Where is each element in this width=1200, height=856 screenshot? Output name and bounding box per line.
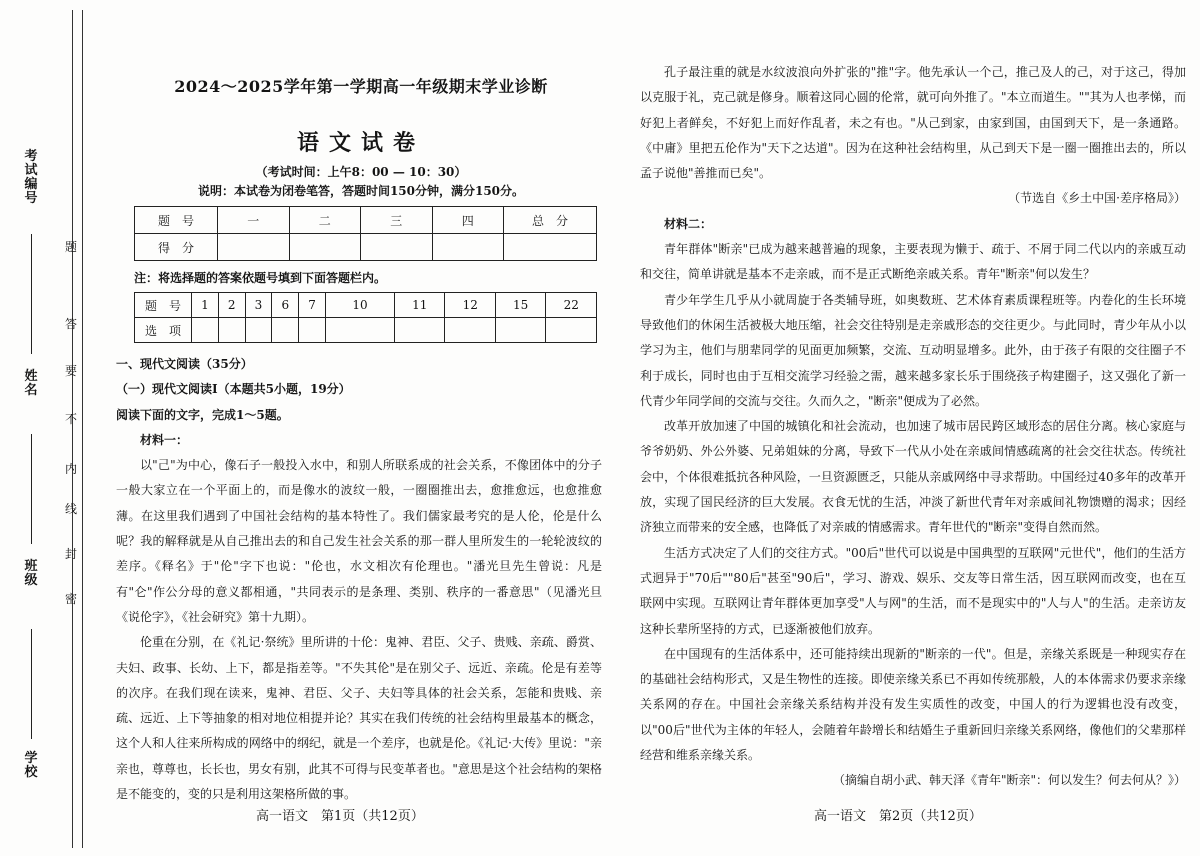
- paragraph: 孔子最注重的就是水纹波浪向外扩张的"推"字。他先承认一个己，推己及人的己，对于这己，得加以克服于礼，克己就是修身。顺着这同心圆的伦常，就可向外推了。"本立而道生。""其为人也孝悌，而好犯上者鲜矣，不好犯上而好作乱者，未之有也。"从己到家，由家到国，由国到天下，是一条通路。《中庸》里把五伦作为"天下之达道"。因为在这种社会结构里，从己到天下是一圈一圈推出去的，所以孟子说他"善推而已矣"。: [640, 65, 1186, 181]
- answer-header-cell: 6: [272, 293, 299, 318]
- seal-char: 要: [64, 364, 77, 378]
- answer-header-cell: 11: [394, 293, 444, 318]
- answer-cell[interactable]: [546, 318, 597, 343]
- answer-note: 注：将选择题的答案依题号填到下面答题栏内。: [134, 271, 387, 285]
- material-label: 材料二：: [664, 216, 713, 231]
- exam-number-label: 考试编号: [24, 149, 38, 206]
- score-header-cell: 题 号: [135, 207, 218, 234]
- answer-header-cell: 1: [192, 293, 219, 318]
- score-cell[interactable]: [289, 234, 361, 261]
- answer-cell[interactable]: [394, 318, 444, 343]
- answer-header-cell: 12: [445, 293, 495, 318]
- page-footer-left: 高一语文 第1页（共12页）: [256, 809, 424, 824]
- paragraph: 伦重在分别，在《礼记·祭统》里所讲的十伦：鬼神、君臣、父子、贵贱、亲疏、爵赏、夫妇、政事、长幼、上下，都是指差等。"不失其伦"是在别父子、远近、亲疏。伦是有差等的次序。在我们现在读来，鬼神、君臣、父子、夫妇等具体的社会关系，怎能和贵贱、亲疏、远近、上下等抽象的相对地位相提并论？其实在我们传统的社会结构里最基本的概念，这个人和人往来所构成的网络中的纲纪，就是一个差序，也就是伦。《礼记·大传》里说："亲亲也，尊尊也，长长也，男女有别，此其不可得与民变革者也。"意思是这个社会结构的架格是不能变的，变的只是利用这架格所做的事。: [116, 635, 602, 802]
- margin-line-inner: [82, 10, 83, 848]
- right-reading-text: [640, 60, 1186, 794]
- margin-line-outer: [72, 10, 73, 848]
- score-header-cell: 三: [361, 207, 433, 234]
- binding-margin: [0, 0, 100, 856]
- seal-char: 题: [64, 240, 77, 254]
- seal-char: 不: [64, 412, 77, 426]
- answer-cell[interactable]: [245, 318, 272, 343]
- exam-title: 2024～2025学年第一学期高一年级期末学业诊断: [174, 77, 548, 96]
- score-header-cell: 二: [289, 207, 361, 234]
- score-header-cell: 四: [432, 207, 504, 234]
- seal-char: 内: [64, 462, 77, 476]
- answer-header-cell: 7: [299, 293, 326, 318]
- left-reading-text: [116, 352, 602, 807]
- class-label: 班 级: [24, 559, 38, 588]
- exam-number-field[interactable]: [24, 230, 38, 354]
- answer-cell[interactable]: [218, 318, 245, 343]
- class-field[interactable]: [24, 625, 38, 739]
- answer-header-cell: 2: [218, 293, 245, 318]
- answer-cell[interactable]: [325, 318, 394, 343]
- answer-header-cell: 10: [325, 293, 394, 318]
- answer-cell[interactable]: [299, 318, 326, 343]
- exam-time: （考试时间：上午8：00 — 10：30）: [255, 165, 467, 179]
- answer-cell[interactable]: [445, 318, 495, 343]
- answer-header-cell: 题 号: [135, 293, 192, 318]
- score-cell[interactable]: [218, 234, 290, 261]
- seal-char: 线: [64, 502, 77, 516]
- answer-cell[interactable]: [272, 318, 299, 343]
- score-cell[interactable]: [432, 234, 504, 261]
- score-header-cell: 总 分: [504, 207, 597, 234]
- answer-header-cell: 22: [546, 293, 597, 318]
- score-cell[interactable]: [361, 234, 433, 261]
- seal-char: 密: [64, 592, 77, 606]
- score-header-cell: 一: [218, 207, 290, 234]
- paragraph: 生活方式决定了人们的交往方式。"00后"世代可以说是中国典型的互联网"元世代"，他们的生活方式迥异于"70后""80后"甚至"90后"，学习、游戏、娱乐、交友等日常生活，因互联网而改变，也在互联网中实现。互联网让青年群体更加享受"人与网"的生活，而不是现实中的"人与人"的生活。走亲访友这种长辈所坚持的方式，已逐渐被他们放弃。: [640, 545, 1186, 636]
- seal-char: 封: [64, 547, 77, 561]
- source-citation: （摘编自胡小武、韩天泽《青年"断亲"：何以发生？何去何从？》）: [832, 773, 1186, 788]
- score-table: [134, 206, 597, 261]
- paragraph: 改革开放加速了中国的城镇化和社会流动，也加速了城市居民跨区域形态的居住分离。核心家庭与爷爷奶奶、外公外婆、兄弟姐妹的分离，导致下一代从小处在亲戚间情感疏离的社会交往状态。传统社会中，个体很难抵抗各种风险，一旦资源匮乏，只能从亲戚网络中寻求帮助。中国经过40多年的改革开放，实现了国民经济的巨大发展。衣食无忧的生活，冲淡了新世代青年对亲戚间礼物馈赠的渴求；因经济独立而带来的安全感，也降低了对亲戚的情感需求。青年世代的"断亲"变得自然而然。: [640, 419, 1186, 535]
- material-label: 材料一：: [140, 432, 189, 447]
- seal-char: 答: [64, 317, 77, 331]
- name-field[interactable]: [24, 430, 38, 544]
- paragraph: 以"己"为中心，像石子一般投入水中，和别人所联系成的社会关系，不像团体中的分子一般大家立在一个平面上的，而是像水的波纹一般，一圈圈推出去，愈推愈远，也愈推愈薄。在这里我们遇到了中国社会结构的基本特性了。我们儒家最考究的是人伦，伦是什么呢？我的解释就是从自己推出去的和自己发生社会关系的那一群人里所发生的一轮轮波纹的差序。《释名》于"伦"字下也说："伦也，水文相次有伦理也。"潘光旦先生曾说：凡是有"仑"作公分母的意义都相通，"共同表示的是条理、类别、秩序的一番意思"（见潘光旦《说伦字》，《社会研究》第十九期）。: [116, 458, 602, 624]
- answer-header-cell: 15: [495, 293, 545, 318]
- school-label: 学 校: [24, 751, 38, 780]
- subsection-heading: （一）现代文阅读Ⅰ（本题共5小题，19分）: [116, 382, 351, 397]
- paragraph: 青少年学生几乎从小就周旋于各类辅导班，如奥数班、艺术体育素质课程班等。内卷化的生长环境导致他们的休闲生活被极大地压缩，社会交往特别是走亲戚形态的交往更少。与此同时，青少年从小以学习为主，他们与朋辈同学的见面更加频繁，交流、互动明显增多。此外，由于孩子有限的交往圈子不利于成长，同时也由于互相交流学习经验之需，越来越多家长乐于围绕孩子构建圈子，这又强化了新一代青少年同学间的交流与交往。久而久之，"断亲"便成为了必然。: [640, 292, 1186, 408]
- paragraph: 在中国现有的生活体系中，还可能持续出现新的"断亲的一代"。但是，亲缘关系既是一种现实存在的基础社会结构形式，又是生物性的连接。即使亲缘关系已不再如传统那般，人的本体需求仍要求亲缘关系网的存在。中国社会亲缘关系结构并没有发生实质性的改变，中国人的行为逻辑也没有改变，以"00后"世代为主体的年轻人，会随着年龄增长和结婚生子重新回归亲缘关系网络，像他们的父辈那样经营和维系亲缘关系。: [640, 646, 1186, 763]
- exam-note: 说明：本试卷为闭卷笔答，答题时间150分钟，满分150分。: [197, 184, 525, 198]
- reading-instruction: 阅读下面的文字，完成1～5题。: [116, 407, 289, 422]
- score-row-label: 得 分: [135, 234, 218, 261]
- paragraph: 青年群体"断亲"已成为越来越普遍的现象，主要表现为懒于、疏于、不屑于同二代以内的亲戚互动和交往，简单讲就是基本不走亲戚，而不是正式断绝亲戚关系。青年"断亲"何以发生？: [640, 242, 1186, 282]
- answer-header-cell: 3: [245, 293, 272, 318]
- name-label: 姓 名: [24, 369, 38, 398]
- answer-row-label: 选 项: [135, 318, 192, 343]
- answer-cell[interactable]: [495, 318, 545, 343]
- section-heading: 一、现代文阅读（35分）: [116, 357, 253, 371]
- page-footer-right: 高一语文 第2页（共12页）: [814, 809, 982, 824]
- score-cell[interactable]: [504, 234, 597, 261]
- answer-cell[interactable]: [192, 318, 219, 343]
- answer-table: [134, 292, 597, 343]
- subject-title: 语文试卷: [296, 130, 425, 156]
- source-citation: （节选自《乡土中国·差序格局》）: [1008, 191, 1186, 206]
